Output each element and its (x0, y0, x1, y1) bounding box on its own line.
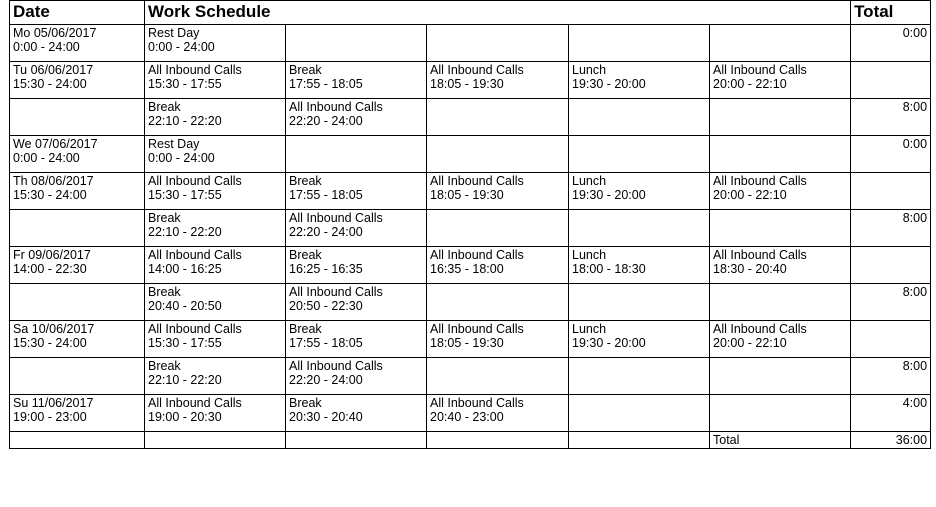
empty-cell (710, 395, 851, 432)
day-total-cell (851, 173, 931, 210)
activity-name: Break (289, 396, 322, 410)
empty-cell (569, 395, 710, 432)
table-row (10, 210, 931, 247)
activity-name: Lunch (572, 322, 607, 336)
day-total-cell: 8:00 (851, 210, 931, 247)
empty-cell (427, 136, 569, 173)
activity-time: 20:00 - 22:10 (713, 188, 787, 202)
table-row (10, 284, 931, 321)
activity-name: Break (148, 100, 181, 114)
activity-time: 0:00 - 24:00 (148, 40, 215, 54)
activity-time: 19:30 - 20:00 (572, 336, 646, 350)
activity-time: 22:20 - 24:00 (289, 114, 363, 128)
activity-name: All Inbound Calls (148, 248, 242, 262)
empty-cell (427, 358, 569, 395)
shift-hours: 0:00 - 24:00 (13, 151, 80, 165)
date-cell (10, 173, 145, 210)
shift-hours: 15:30 - 24:00 (13, 188, 87, 202)
activity-time: 17:55 - 18:05 (289, 188, 363, 202)
activity-name: All Inbound Calls (148, 396, 242, 410)
activity-cell (145, 136, 286, 173)
day-total-cell (851, 321, 931, 358)
activity-time: 22:10 - 22:20 (148, 373, 222, 387)
date-cell (10, 62, 145, 99)
activity-name: Lunch (572, 174, 607, 188)
date-cell (10, 321, 145, 358)
activity-time: 0:00 - 24:00 (148, 151, 215, 165)
activity-time: 18:05 - 19:30 (430, 336, 504, 350)
table-row (10, 358, 931, 395)
table-row (10, 25, 931, 62)
activity-time: 17:55 - 18:05 (289, 77, 363, 91)
activity-cell (145, 210, 286, 247)
activity-name: Break (148, 359, 181, 373)
activity-time: 18:30 - 20:40 (713, 262, 787, 276)
table-row (10, 321, 931, 358)
activity-time: 22:20 - 24:00 (289, 373, 363, 387)
activity-cell (286, 62, 427, 99)
empty-cell (10, 432, 145, 449)
table-row (10, 136, 931, 173)
date-label: We 07/06/2017 (13, 137, 98, 151)
date-cell (10, 284, 145, 321)
grand-total-row (10, 432, 931, 449)
grand-total-value: 36:00 (851, 432, 931, 449)
activity-cell (145, 25, 286, 62)
activity-time: 22:10 - 22:20 (148, 114, 222, 128)
date-label: Fr 09/06/2017 (13, 248, 91, 262)
activity-cell (286, 358, 427, 395)
activity-time: 18:05 - 19:30 (430, 77, 504, 91)
activity-name: Rest Day (148, 137, 200, 151)
empty-cell (569, 25, 710, 62)
activity-cell (286, 99, 427, 136)
day-total-cell: 8:00 (851, 358, 931, 395)
day-total-cell: 0:00 (851, 25, 931, 62)
activity-cell (145, 62, 286, 99)
date-label: Sa 10/06/2017 (13, 322, 95, 336)
day-total-cell (851, 62, 931, 99)
activity-name: All Inbound Calls (430, 322, 524, 336)
empty-cell (427, 284, 569, 321)
activity-name: Lunch (572, 248, 607, 262)
activity-time: 15:30 - 17:55 (148, 188, 222, 202)
activity-cell (286, 395, 427, 432)
shift-hours: 15:30 - 24:00 (13, 77, 87, 91)
date-label: Su 11/06/2017 (13, 396, 94, 410)
empty-cell (286, 25, 427, 62)
activity-name: All Inbound Calls (713, 322, 807, 336)
activity-cell (145, 395, 286, 432)
activity-time: 16:25 - 16:35 (289, 262, 363, 276)
activity-time: 20:00 - 22:10 (713, 336, 787, 350)
activity-cell (569, 62, 710, 99)
date-label: Mo 05/06/2017 (13, 26, 97, 40)
activity-time: 19:00 - 20:30 (148, 410, 222, 424)
empty-cell (710, 210, 851, 247)
activity-cell (710, 247, 851, 284)
activity-name: All Inbound Calls (430, 63, 524, 77)
activity-name: All Inbound Calls (289, 211, 383, 225)
work-schedule-table (9, 0, 931, 449)
activity-time: 20:40 - 23:00 (430, 410, 504, 424)
activity-time: 15:30 - 17:55 (148, 77, 222, 91)
activity-name: All Inbound Calls (430, 174, 524, 188)
activity-cell (286, 210, 427, 247)
activity-name: All Inbound Calls (148, 322, 242, 336)
activity-name: Break (289, 63, 322, 77)
empty-cell (710, 358, 851, 395)
activity-cell (145, 358, 286, 395)
date-cell (10, 358, 145, 395)
table-row (10, 247, 931, 284)
empty-cell (710, 99, 851, 136)
empty-cell (286, 432, 427, 449)
activity-cell (145, 247, 286, 284)
activity-cell (145, 173, 286, 210)
activity-name: Break (289, 248, 322, 262)
grand-total-label: Total (710, 432, 851, 449)
activity-cell (286, 173, 427, 210)
empty-cell (569, 136, 710, 173)
shift-hours: 15:30 - 24:00 (13, 336, 87, 350)
empty-cell (427, 25, 569, 62)
empty-cell (569, 432, 710, 449)
table-row (10, 62, 931, 99)
activity-cell (145, 284, 286, 321)
table-header (10, 1, 931, 25)
total-column-header: Total (851, 1, 931, 25)
date-cell (10, 247, 145, 284)
activity-cell (427, 62, 569, 99)
activity-name: Break (289, 322, 322, 336)
date-label: Th 08/06/2017 (13, 174, 94, 188)
activity-name: All Inbound Calls (289, 285, 383, 299)
activity-name: All Inbound Calls (289, 100, 383, 114)
date-label: Tu 06/06/2017 (13, 63, 94, 77)
empty-cell (710, 284, 851, 321)
activity-cell (710, 173, 851, 210)
day-total-cell (851, 247, 931, 284)
day-total-cell: 0:00 (851, 136, 931, 173)
activity-cell (427, 395, 569, 432)
empty-cell (569, 284, 710, 321)
activity-name: All Inbound Calls (289, 359, 383, 373)
activity-cell (286, 247, 427, 284)
activity-time: 15:30 - 17:55 (148, 336, 222, 350)
activity-time: 22:20 - 24:00 (289, 225, 363, 239)
activity-time: 22:10 - 22:20 (148, 225, 222, 239)
activity-time: 20:50 - 22:30 (289, 299, 363, 313)
empty-cell (427, 432, 569, 449)
activity-cell (145, 99, 286, 136)
date-cell (10, 99, 145, 136)
activity-time: 17:55 - 18:05 (289, 336, 363, 350)
activity-cell (145, 321, 286, 358)
activity-cell (427, 321, 569, 358)
day-total-cell: 8:00 (851, 99, 931, 136)
date-cell (10, 395, 145, 432)
activity-cell (427, 247, 569, 284)
activity-time: 18:00 - 18:30 (572, 262, 646, 276)
empty-cell (427, 210, 569, 247)
activity-cell (569, 321, 710, 358)
table-row (10, 395, 931, 432)
empty-cell (569, 99, 710, 136)
empty-cell (710, 136, 851, 173)
activity-cell (286, 321, 427, 358)
empty-cell (286, 136, 427, 173)
activity-cell (569, 173, 710, 210)
activity-cell (710, 62, 851, 99)
activity-name: All Inbound Calls (148, 63, 242, 77)
activity-time: 20:30 - 20:40 (289, 410, 363, 424)
empty-cell (569, 358, 710, 395)
activity-name: All Inbound Calls (713, 174, 807, 188)
empty-cell (710, 25, 851, 62)
activity-name: All Inbound Calls (430, 248, 524, 262)
activity-name: All Inbound Calls (713, 63, 807, 77)
date-cell (10, 136, 145, 173)
activity-time: 19:30 - 20:00 (572, 77, 646, 91)
shift-hours: 0:00 - 24:00 (13, 40, 80, 54)
activity-time: 20:00 - 22:10 (713, 77, 787, 91)
activity-name: All Inbound Calls (713, 248, 807, 262)
empty-cell (569, 210, 710, 247)
activity-name: All Inbound Calls (148, 174, 242, 188)
activity-time: 16:35 - 18:00 (430, 262, 504, 276)
date-cell (10, 25, 145, 62)
activity-cell (427, 173, 569, 210)
date-column-header: Date (10, 1, 145, 25)
table-row (10, 173, 931, 210)
date-cell (10, 210, 145, 247)
activity-name: Rest Day (148, 26, 200, 40)
activity-cell (286, 284, 427, 321)
work-schedule-column-header: Work Schedule (145, 1, 851, 25)
activity-time: 14:00 - 16:25 (148, 262, 222, 276)
shift-hours: 14:00 - 22:30 (13, 262, 87, 276)
table-row (10, 99, 931, 136)
activity-time: 18:05 - 19:30 (430, 188, 504, 202)
activity-name: Lunch (572, 63, 607, 77)
activity-name: Break (148, 211, 181, 225)
activity-name: All Inbound Calls (430, 396, 524, 410)
empty-cell (427, 99, 569, 136)
activity-time: 20:40 - 20:50 (148, 299, 222, 313)
shift-hours: 19:00 - 23:00 (13, 410, 87, 424)
activity-time: 19:30 - 20:00 (572, 188, 646, 202)
activity-cell (569, 247, 710, 284)
activity-name: Break (289, 174, 322, 188)
empty-cell (145, 432, 286, 449)
day-total-cell: 4:00 (851, 395, 931, 432)
schedule-page (9, 0, 930, 449)
day-total-cell: 8:00 (851, 284, 931, 321)
activity-name: Break (148, 285, 181, 299)
activity-cell (710, 321, 851, 358)
